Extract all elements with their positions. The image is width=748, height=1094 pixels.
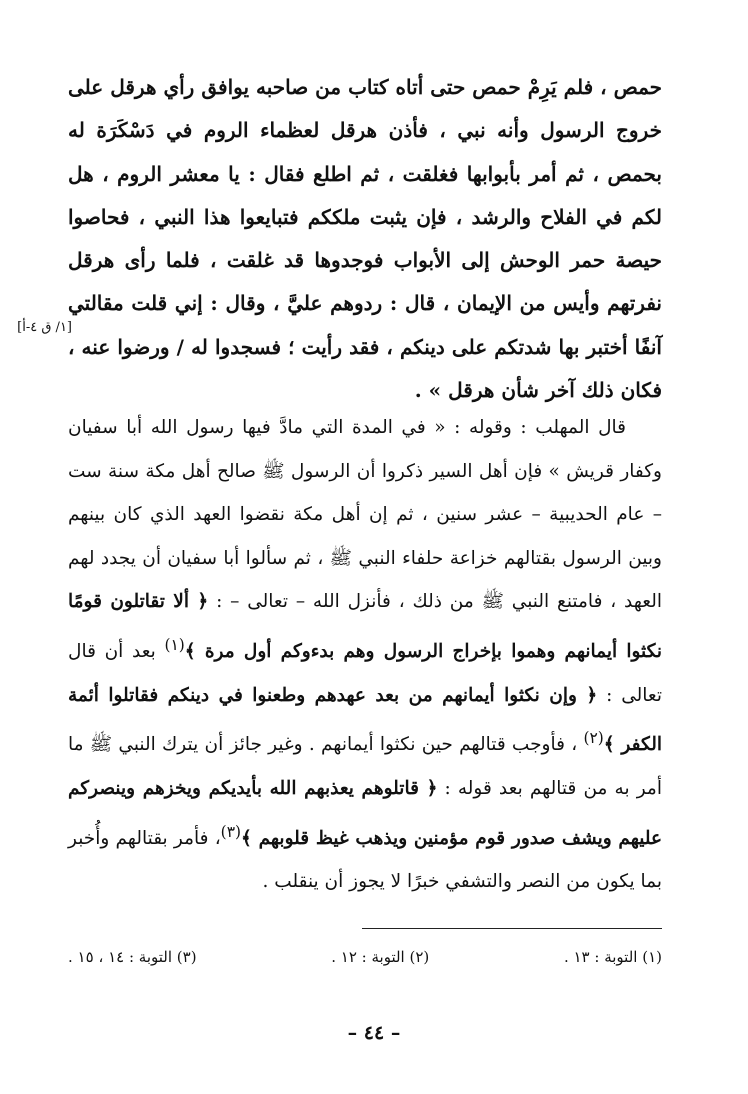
footnote-marker: (٣)	[220, 822, 241, 841]
commentary-segment: بعد أن قال تعالى :	[68, 641, 663, 706]
quran-verse: ﴿ وإن نكثوا أيمانهم من بعد عهدهم وطعنوا في دينكم فقاتلوا أئمة الكفر ﴾	[68, 684, 662, 756]
footnote-marker: (٢)	[583, 729, 604, 748]
hadith-paragraph: حمص ، فلم يَرِمْ حمص حتى أتاه كتاب من صاحبه يوافق رأي هرقل على خروج الرسول وأنه نبي ، فأذن هرقل لعظماء الروم في دَسْكَرَة له بحمص ، ثم أمر بأبوابها فغلقت ، ثم اطلع فقال : يا معشر الروم ، هل لكم في الفلاح والرشد ، فإن يثبت ملككم فتبايعوا هذا النبي ، فحاصوا حيصة حمر الوحش إلى الأبواب فوجدوها قد غلقت ، فلما رأى هرقل نفرتهم وأيس من الإيمان ، قال : ردوهم عليَّ ، وقال : إني قلت مقالتي آنفًا أختبر بها شدتكم على دينكم ، فقد رأيت ؛ فسجدوا له / ورضوا عنه ، فكان ذلك آخر شأن هرقل » .	[68, 75, 662, 403]
commentary-segment: ، فأمر بقتالهم وأُخبر بما يكون من النصر والتشفي خبرًا لا يجوز أن ينقلب .	[68, 827, 662, 893]
footnote: (١) التوبة : ١٣ .	[563, 948, 662, 966]
footnote: (٣) التوبة : ١٤ ، ١٥ .	[68, 948, 197, 966]
page-number: – ٤٤ –	[347, 1022, 401, 1044]
quran-verse: ﴿ ألا تقاتلون قومًا نكثوا أيمانهم وهموا بإخراج الرسول وهم بدءوكم أول مرة ﴾	[68, 591, 662, 663]
commentary-segment: قال المهلب : وقوله : « في المدة التي مادَّ فيها رسول الله أبا سفيان وكفار قريش » فإن أهل السير ذكروا أن الرسول ﷺ صالح أهل مكة سنة ست – عام الحديبية – عشر سنين ، ثم إن أهل مكة نقضوا العهد الذي كان بينهم وبين الرسول بقتالهم خزاعة حلفاء النبي ﷺ ، ثم سألوا أبا سفيان أن يجدد لهم العهد ، فامتنع النبي ﷺ من ذلك ، فأنزل الله – تعالى – :	[68, 417, 662, 613]
footnote-marker: (١)	[164, 635, 185, 654]
commentary-segment: ، فأوجب قتالهم حين نكثوا أيمانهم . وغير جائز أن يترك النبي ﷺ ما أمر به من قتالهم بعد قوله :	[68, 734, 662, 800]
footnote-divider	[362, 928, 662, 929]
hadith-text	[68, 66, 662, 412]
footnotes	[68, 948, 662, 966]
quran-verse: ﴿ قاتلوهم يعذبهم الله بأيديكم ويخزهم وينصركم عليهم ويشف صدور قوم مؤمنين ويذهب غيظ قلوبهم ﴾	[68, 778, 663, 849]
manuscript-folio-reference: [١/ ق ٤-أ]	[17, 320, 72, 335]
footnote: (٢) التوبة : ١٢ .	[331, 948, 430, 966]
commentary-text	[68, 406, 662, 904]
commentary-paragraph	[68, 406, 662, 904]
